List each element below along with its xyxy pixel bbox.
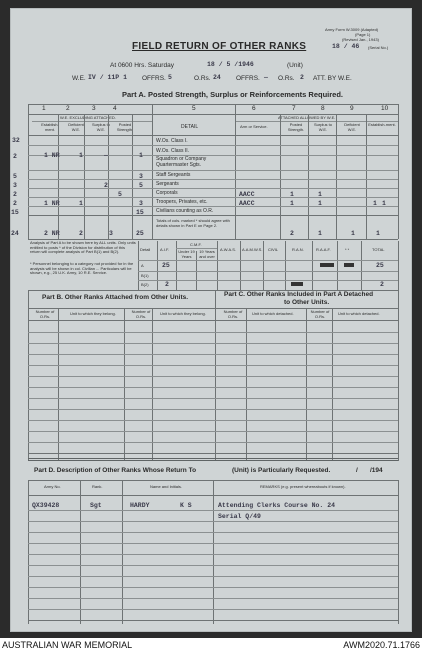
margin-number: 5: [13, 173, 17, 180]
part-c-title-2: to Other Units.: [284, 299, 330, 306]
part-d-title-year: /194: [370, 467, 383, 474]
detail-header: DETAIL: [181, 124, 199, 130]
we-value: IV / 11P 1: [88, 74, 128, 81]
d-army-no: QX39428: [32, 502, 60, 509]
analysis-head-ran: R.A.N.: [292, 247, 304, 252]
offrs-value: 5: [168, 74, 172, 81]
analysis-row-b1: B(1): [141, 273, 149, 278]
entry: 1: [318, 200, 322, 207]
detail-sergeants: Sergeants: [156, 181, 179, 187]
ors-label: O.Rs.: [194, 75, 211, 82]
entry: 2: [290, 230, 294, 237]
analysis-head-cmf-19over: 19 Years and over: [199, 249, 215, 259]
we-label: W.E.: [72, 75, 86, 82]
att-label: ATT. BY W.E.: [313, 75, 352, 82]
caption-bar: [0, 638, 422, 653]
margin-number: 2: [13, 191, 17, 198]
analysis-note-2: * Personnel belonging to a category not provided for in the analysis will be shown in col. Civilian ... Particulars will be shown, e.g., 25 U.K. Army, 10 R.E. Service.: [30, 261, 134, 276]
redaction-mark: [320, 263, 334, 267]
entry: 1: [318, 191, 322, 198]
entry: 5: [118, 191, 122, 198]
d-head-rank: Rank.: [92, 484, 103, 489]
col-number: 1: [42, 105, 46, 112]
c-head-num-1: Number of O.Rs.: [223, 309, 243, 319]
d-remarks-1: Attending Clerks Course No. 24: [218, 502, 336, 509]
analysis-head-aif: A.I.F.: [160, 247, 170, 252]
entry: 1: [79, 200, 83, 207]
part-d-title: Part D. Description of Other Ranks Whose Return To: [34, 467, 197, 474]
head-surplus-left: Surplus to W.E.: [91, 122, 110, 132]
head-posted-left: Posted Strength.: [116, 122, 134, 132]
entry: 2: [79, 230, 83, 237]
d-rank: Sgt: [90, 502, 102, 509]
entry: 3: [139, 173, 143, 180]
analysis-head-total: TOTAL: [372, 247, 385, 252]
analysis-head-raaf: R.A.A.F.: [316, 247, 331, 252]
analysis-head-civil: CIVIL: [268, 247, 279, 252]
entry: 1: [290, 191, 294, 198]
head-deficient-left: Deficient W.E.: [68, 122, 84, 132]
entry: 3: [109, 230, 113, 237]
serial-value: 18 / 46: [332, 43, 360, 50]
b-head-unit-1: Unit to which they belong.: [70, 311, 116, 316]
entry: 3: [139, 200, 143, 207]
entry: 1: [376, 230, 380, 237]
entry: AACC: [239, 200, 255, 207]
entry: 5: [139, 182, 143, 189]
detail-staff-sergeants: Staff Sergeants: [156, 172, 191, 178]
redaction-mark: [291, 282, 303, 286]
col-number: 3: [92, 105, 96, 112]
serial-label: (Serial No.): [368, 45, 389, 50]
col-number: 6: [252, 105, 256, 112]
analysis-value: 25: [162, 262, 170, 269]
ors2-value: 2: [300, 74, 304, 81]
margin-number: 24: [11, 230, 19, 237]
head-arm: Arm or Service.: [240, 124, 268, 129]
entry: 1: [382, 200, 386, 207]
offrs-label: OFFRS.: [142, 75, 166, 82]
entry: 1: [373, 200, 377, 207]
head-posted-right: Posted Strength.: [287, 122, 305, 132]
col-number: 4: [113, 105, 117, 112]
right-group-header: ATTACHED ALLOWED BY W.E.: [278, 115, 336, 120]
redaction-mark: [344, 263, 354, 267]
part-a-title: Part A. Posted Strength, Surplus or Reinforcements Required.: [122, 90, 344, 99]
detail-wo1: W.Os. Class I.: [156, 138, 188, 144]
d-head-remarks: REMARKS (e.g. present whereabouts if known).: [260, 484, 346, 489]
form-revised: (Revised Jan., 1943): [342, 37, 379, 42]
entry: 1: [318, 230, 322, 237]
d-name: HARDY: [130, 502, 150, 509]
b-head-num-2: Number of O.Rs.: [131, 309, 151, 319]
margin-number: 2: [13, 153, 17, 160]
col-number: 2: [66, 105, 70, 112]
entry: 1 NR: [44, 152, 60, 159]
analysis-head-cmf-under19: Under 19 Years: [178, 249, 195, 259]
c-head-unit-2: Unit to which detached.: [338, 311, 380, 316]
margin-number: 2: [13, 200, 17, 207]
head-deficient-right: Deficient W.E.: [344, 122, 360, 132]
ors2-label: O.Rs.: [278, 75, 295, 82]
caption-right: AWM2020.71.1766: [343, 640, 420, 650]
head-establishment-right: Establish-ment.: [368, 122, 396, 127]
analysis-row-b2: B(2): [141, 282, 149, 287]
detail-corporals: Corporals: [156, 190, 178, 196]
col-number: 10: [381, 105, 389, 112]
entry: 1: [139, 152, 143, 159]
analysis-head-aamws: A.A.M.W.S.: [242, 247, 263, 252]
entry: 25: [136, 230, 144, 237]
caption-left: AUSTRALIAN WAR MEMORIAL: [2, 640, 133, 650]
return-date: 18 / 5 /1946: [207, 61, 254, 68]
analysis-head-other: * *: [345, 247, 350, 252]
margin-number: 15: [11, 209, 19, 216]
detail-civilians: Civilians counting as O.R.: [156, 208, 214, 214]
col-number: 5: [192, 105, 196, 112]
detail-troopers: Troopers, Privates, etc.: [156, 199, 208, 205]
c-head-num-2: Number of O.Rs.: [310, 309, 330, 319]
d-remarks-2: Serial Q/49: [218, 513, 261, 520]
ors-value: 24: [213, 74, 221, 81]
part-d-title-date: /: [356, 467, 358, 474]
left-group-header: W.E. EXCLUDING ATTACHED.: [60, 115, 116, 120]
form-id: Army Form W.3009 (Adapted): [325, 27, 379, 32]
entry: 2: [104, 182, 108, 189]
margin-number: 3: [13, 182, 17, 189]
head-establishment-left: Establish-ment.: [41, 122, 59, 132]
b-head-unit-2: Unit to which they belong.: [160, 311, 206, 316]
margin-number: 32: [12, 137, 20, 144]
col-number: 7: [292, 105, 296, 112]
entry: 1: [79, 152, 83, 159]
unit-label: (Unit): [287, 62, 303, 69]
d-head-army-no: Army No.: [44, 484, 61, 489]
detail-totals: Totals of cols. marked * should agree with details shown in Part E on Page 2.: [156, 218, 230, 228]
analysis-head-cmf: C.M.F.: [190, 242, 202, 247]
offrs2-label: OFFRS.: [236, 75, 260, 82]
analysis-value: 25: [376, 262, 384, 269]
analysis-row-a: A: [141, 263, 144, 268]
col-number: 9: [350, 105, 354, 112]
offrs2-value: —: [264, 74, 268, 81]
entry: 15: [136, 209, 144, 216]
c-head-unit-1: Unit to which detached.: [252, 311, 294, 316]
entry: 1 NR: [44, 200, 60, 207]
form-title: FIELD RETURN OF OTHER RANKS: [132, 41, 307, 52]
form-page: (Page 1): [355, 32, 371, 37]
head-surplus-right: Surplus to W.E.: [313, 122, 332, 132]
time-line-prefix: At 0600 Hrs. Saturday: [110, 62, 174, 69]
part-b-title: Part B. Other Ranks Attached from Other Units.: [42, 294, 189, 301]
d-initials: K S: [180, 502, 192, 509]
analysis-value: 2: [165, 281, 169, 288]
d-head-name: Name and Initials.: [150, 484, 183, 489]
detail-wo2: W.Os. Class II.: [156, 148, 190, 154]
entry: 1: [351, 230, 355, 237]
entry: 2 NR: [44, 230, 60, 237]
analysis-head-awas: A.W.A.S.: [220, 247, 237, 252]
col-number: 8: [321, 105, 325, 112]
analysis-note: Analysis of Part A to be shown here by ALL units. Only units entitled to posts * of the Division for distribution of this return will complete analysis of Part B(1) and B(2).: [30, 240, 136, 255]
part-d-title-unit: (Unit) is Particularly Requested.: [232, 467, 331, 474]
entry: AACC: [239, 191, 255, 198]
analysis-value: 2: [380, 281, 384, 288]
detail-quartermaster: Squadron or Company Quartermaster Sgts.: [156, 156, 207, 168]
analysis-head-detail: Detail: [140, 247, 151, 252]
b-head-num-1: Number of O.Rs.: [35, 309, 55, 319]
part-c-title-1: Part C. Other Ranks Included in Part A Detached: [224, 291, 374, 298]
form-sheet: [10, 8, 412, 632]
entry: —: [104, 152, 108, 159]
entry: 1: [290, 200, 294, 207]
